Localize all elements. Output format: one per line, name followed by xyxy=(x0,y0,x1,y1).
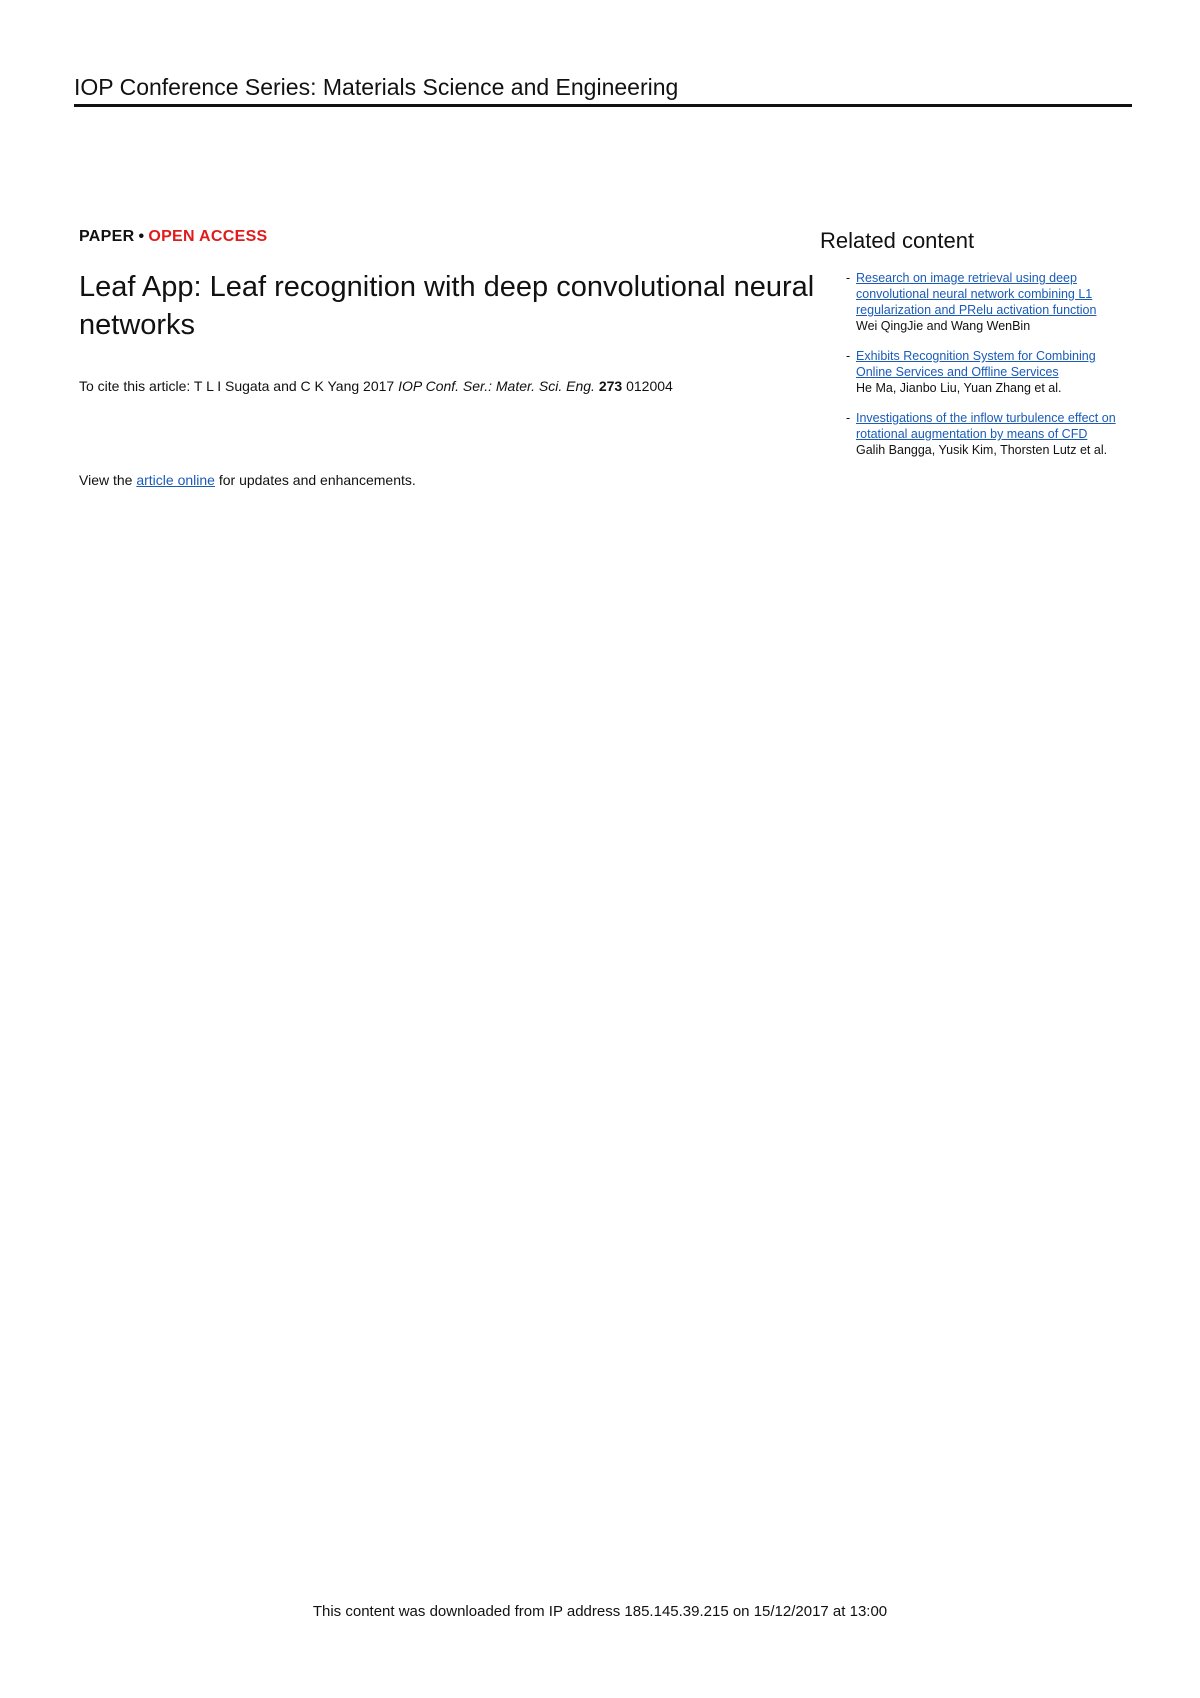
open-access-badge: OPEN ACCESS xyxy=(148,228,268,245)
related-item-link[interactable]: Research on image retrieval using deep convolutional neural network combining L1 regularization and PRelu activation function xyxy=(856,271,1097,317)
related-item-dash: - xyxy=(846,349,851,363)
related-item-dash: - xyxy=(846,411,851,425)
paper-title: Leaf App: Leaf recognition with deep convolutional neural networks xyxy=(79,271,815,341)
view-online-line xyxy=(79,471,416,489)
related-item-authors: He Ma, Jianbo Liu, Yuan Zhang et al. xyxy=(856,381,1062,395)
related-content-heading: Related content xyxy=(820,228,975,253)
journal-header: IOP Conference Series: Materials Science and Engineering xyxy=(74,72,1132,107)
related-item-link[interactable]: Exhibits Recognition System for Combining Online Services and Offline Services xyxy=(856,349,1096,379)
related-item-authors: Galih Bangga, Yusik Kim, Thorsten Lutz et al. xyxy=(856,443,1108,457)
citation xyxy=(79,377,799,395)
related-item xyxy=(820,410,1130,458)
download-footer: This content was downloaded from IP address 185.145.39.215 on 15/12/2017 at 13:00 xyxy=(312,1603,888,1620)
related-item-link[interactable]: Investigations of the inflow turbulence effect on rotational augmentation by means of CFD xyxy=(856,411,1116,441)
citation-prefix: To cite this article: T L I Sugata and C K Yang 2017 xyxy=(79,378,399,394)
related-item-authors: Wei QingJie and Wang WenBin xyxy=(856,319,1031,333)
paper-type-label xyxy=(79,228,268,246)
label-separator: • xyxy=(138,228,145,245)
paper-type: PAPER xyxy=(79,228,135,245)
citation-volume: 273 xyxy=(598,378,623,394)
related-item-dash: - xyxy=(846,271,851,285)
related-item xyxy=(820,348,1130,396)
view-prefix: View the xyxy=(79,472,137,488)
citation-article: 012004 xyxy=(622,378,673,394)
view-suffix: for updates and enhancements. xyxy=(214,472,416,488)
related-item xyxy=(820,270,1130,334)
related-content-panel xyxy=(820,226,1130,472)
article-online-link[interactable]: article online xyxy=(136,472,215,488)
citation-journal: IOP Conf. Ser.: Mater. Sci. Eng. xyxy=(398,378,595,394)
